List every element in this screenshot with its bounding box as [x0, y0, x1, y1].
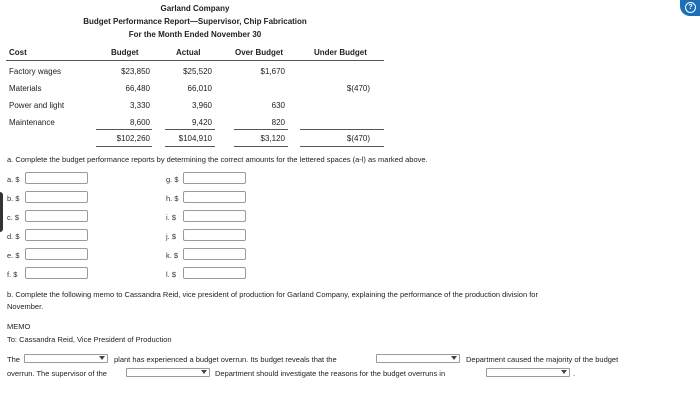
- chevron-down-icon: [451, 356, 457, 360]
- double-rule-actual: [165, 146, 215, 147]
- chevron-down-icon: [561, 370, 567, 374]
- double-rule-budget: [96, 146, 152, 147]
- row-budget: 66,480: [125, 84, 150, 93]
- answer-label-g: g. $: [166, 175, 179, 184]
- answer-h-input[interactable]: [183, 191, 246, 203]
- total-rule-over: [234, 129, 288, 130]
- col-header-actual: Actual: [176, 48, 201, 57]
- row-under: $(470): [346, 84, 370, 93]
- part-b-instruction-line1: b. Complete the following memo to Cassandra Reid, vice president of production for Garland Company, explaining the performance of the production division for: [7, 290, 538, 299]
- row-actual: 66,010: [187, 84, 212, 93]
- answer-f-input[interactable]: [25, 267, 88, 279]
- answer-l-input[interactable]: [183, 267, 246, 279]
- row-over: 630: [271, 101, 285, 110]
- help-button[interactable]: [680, 0, 700, 16]
- answer-label-l: l. $: [166, 270, 177, 279]
- answer-label-f: f. $: [7, 270, 18, 279]
- memo-heading: MEMO: [7, 322, 31, 331]
- answer-label-i: i. $: [166, 213, 177, 222]
- total-over: $3,120: [260, 134, 285, 143]
- total-rule-actual: [165, 129, 215, 130]
- answer-label-j: j. $: [166, 232, 177, 241]
- plant-select[interactable]: [24, 354, 108, 363]
- memo-text-caused: Department caused the majority of the budget: [466, 355, 619, 364]
- answer-g-input[interactable]: [183, 172, 246, 184]
- double-rule-under: [300, 146, 384, 147]
- row-actual: $25,520: [183, 67, 212, 76]
- answer-a-input[interactable]: [25, 172, 88, 184]
- col-header-under-budget: Under Budget: [314, 48, 367, 57]
- col-header-over-budget: Over Budget: [235, 48, 284, 57]
- answer-label-h: h. $: [166, 194, 179, 203]
- report-title: Budget Performance Report—Supervisor, Chip Fabrication: [83, 17, 307, 26]
- report-period: For the Month Ended November 30: [128, 30, 262, 39]
- overrun-area-select[interactable]: [486, 368, 570, 377]
- total-under: $(470): [346, 134, 370, 143]
- memo-text-period: .: [573, 369, 576, 378]
- department-supervisor-select[interactable]: [126, 368, 210, 377]
- row-cost: Power and light: [9, 101, 65, 110]
- answer-b-input[interactable]: [25, 191, 88, 203]
- row-actual: 9,420: [191, 118, 212, 127]
- part-a-instruction: a. Complete the budget performance reports by determining the correct amounts for the lettered spaces (a-l) as marked above.: [7, 155, 428, 164]
- row-over: 820: [271, 118, 285, 127]
- row-budget: $23,850: [121, 67, 150, 76]
- company-name: Garland Company: [160, 4, 230, 13]
- col-header-budget: Budget: [111, 48, 139, 57]
- memo-text-overrun: plant has experienced a budget overrun. Its budget reveals that the: [114, 355, 337, 364]
- memo-to: To: Cassandra Reid, Vice President of Production: [7, 335, 172, 344]
- side-marker: [0, 192, 3, 232]
- answer-label-k: k. $: [166, 251, 179, 260]
- answer-label-a: a. $: [7, 175, 20, 184]
- answer-i-input[interactable]: [183, 210, 246, 222]
- help-icon: ?: [685, 2, 696, 13]
- answer-k-input[interactable]: [183, 248, 246, 260]
- answer-label-b: b. $: [7, 194, 20, 203]
- row-cost: Maintenance: [9, 118, 55, 127]
- row-budget: 8,600: [129, 118, 150, 127]
- answer-c-input[interactable]: [25, 210, 88, 222]
- memo-text-investigate: Department should investigate the reasons for the budget overruns in: [215, 369, 446, 378]
- answer-label-e: e. $: [7, 251, 20, 260]
- total-actual: $104,910: [178, 134, 212, 143]
- row-actual: 3,960: [191, 101, 212, 110]
- row-over: $1,670: [260, 67, 285, 76]
- chevron-down-icon: [99, 356, 105, 360]
- answer-d-input[interactable]: [25, 229, 88, 241]
- chevron-down-icon: [201, 370, 207, 374]
- memo-text-the: The: [7, 355, 20, 364]
- answer-label-c: c. $: [7, 213, 20, 222]
- double-rule-over: [234, 146, 288, 147]
- memo-text-supervisor: overrun. The supervisor of the: [7, 369, 107, 378]
- answer-e-input[interactable]: [25, 248, 88, 260]
- part-b-instruction-line2: November.: [7, 302, 44, 311]
- total-budget: $102,260: [116, 134, 150, 143]
- row-cost: Materials: [9, 84, 42, 93]
- answer-label-d: d. $: [7, 232, 20, 241]
- row-cost: Factory wages: [9, 67, 62, 76]
- department-majority-select[interactable]: [376, 354, 460, 363]
- col-header-cost: Cost: [9, 48, 27, 57]
- header-rule: [6, 60, 384, 61]
- answer-j-input[interactable]: [183, 229, 246, 241]
- total-rule-budget: [96, 129, 152, 130]
- row-budget: 3,330: [129, 101, 150, 110]
- total-rule-under: [300, 129, 384, 130]
